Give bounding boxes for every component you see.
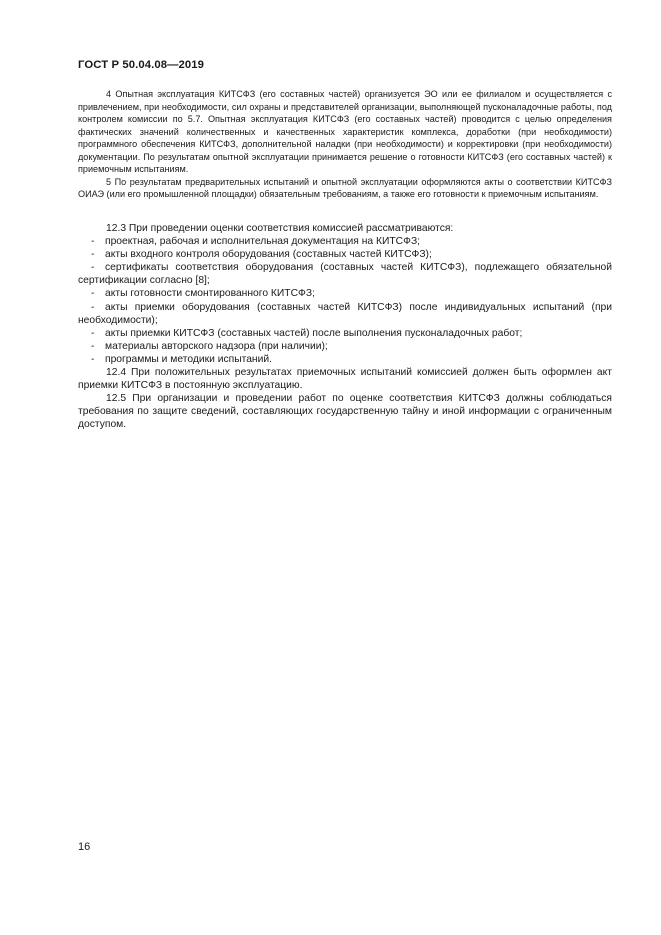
main-text-block	[78, 222, 612, 432]
note-4: 4 Опытная эксплуатация КИТСФЗ (его составных частей) организуется ЭО или ее филиалом и осуществляется с привлечением, при необходимости, сил охраны и представителей организации, выполняющей пусконаладочные работы, под контролем комиссии по 5.7. Опытная эксплуатация КИТСФЗ (его составных частей) проводится с целью определения фактических значений количественных и качественных характеристик комплекса, доработки (при необходимости) программного обеспечения КИТСФЗ, дополнительной наладки (при необходимости) и корректировки (при необходимости) документации. По результатам опытной эксплуатации принимается решение о готовности КИТСФЗ (его составных частей) к приемочным испытаниям.	[78, 89, 612, 174]
section-12-3-intro: 12.3 При проведении оценки соответствия комиссией рассматриваются:	[106, 223, 454, 234]
list-item: - акты приемки оборудования (составных частей КИТСФЗ) после индивидуальных испытаний (при необходимости);	[78, 301, 612, 326]
list-item: - акты приемки КИТСФЗ (составных частей) после выполнения пусконаладочных работ;	[91, 327, 523, 339]
list-item: - материалы авторского надзора (при наличии);	[91, 340, 328, 352]
list-item: - проектная, рабочая и исполнительная документация на КИТСФЗ;	[91, 236, 421, 248]
section-12-5: 12.5 При организации и проведении работ по оценке соответствия КИТСФЗ должны соблюдаться требования по защите сведений, составляющих государственную тайну и иной информации с ограниченным доступом.	[78, 393, 612, 431]
page-number: 16	[78, 841, 91, 853]
list-item: - программы и методики испытаний.	[91, 353, 272, 365]
document-header: ГОСТ Р 50.04.08—2019	[78, 59, 205, 71]
list-item: - акты входного контроля оборудования (составных частей КИТСФЗ);	[91, 249, 432, 261]
list-item: - сертификаты соответствия оборудования (составных частей КИТСФЗ), подлежащего обязательной сертификации согласно [8];	[78, 262, 612, 287]
note-5: 5 По результатам предварительных испытаний и опытной эксплуатации оформляются акты о соответствии КИТСФЗ ОИАЭ (или его промышленной площадки) обязательным требованиям, а также его готовности к приемочным испытаниям.	[78, 176, 612, 199]
list-item: - акты готовности смонтированного КИТСФЗ;	[91, 288, 315, 300]
section-12-4: 12.4 При положительных результатах приемочных испытаний комиссией должен быть оформлен акт приемки КИТСФЗ в постоянную эксплуатацию.	[78, 367, 612, 392]
notes-block	[78, 88, 612, 201]
